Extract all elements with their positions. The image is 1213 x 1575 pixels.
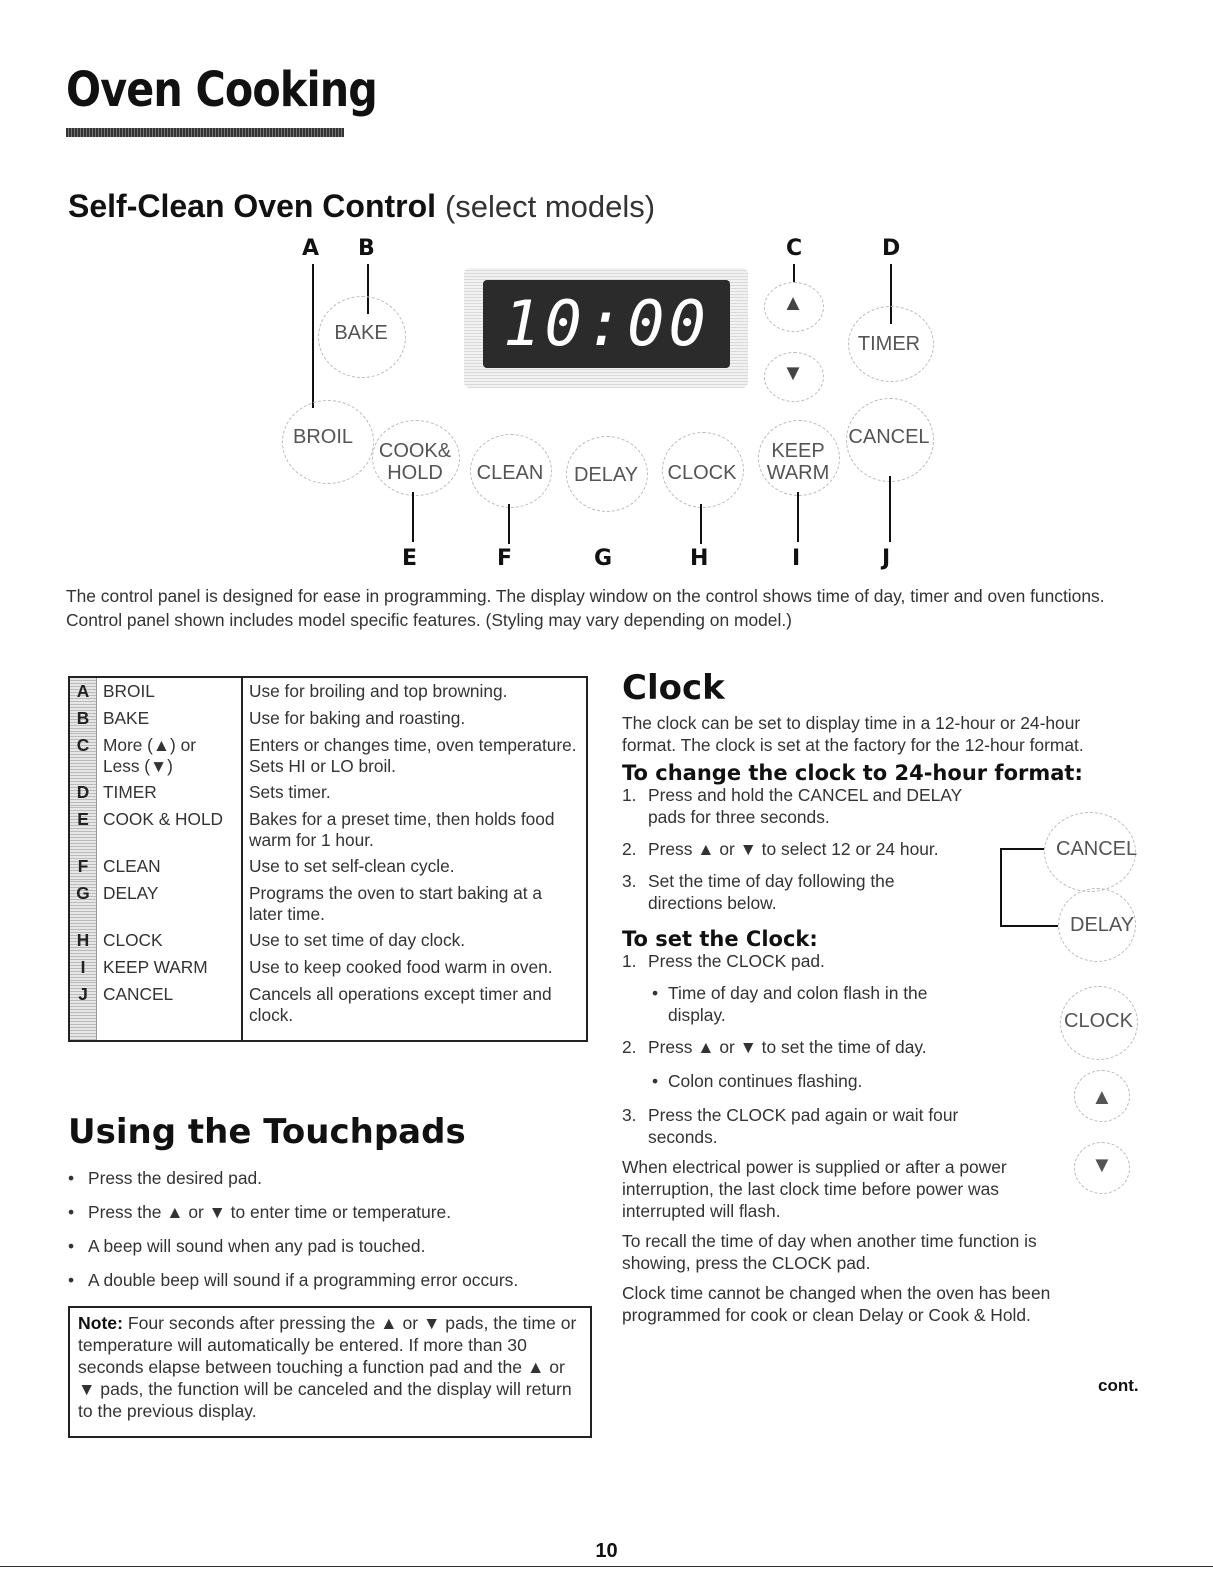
touchpads-bullets	[68, 1168, 588, 1304]
note-text: Four seconds after pressing the ▲ or ▼ pads, the time or temperature will automatically be entered. If more than 30 seconds elapse between touching a function pad and the ▲ or ▼ pads, the function will be canceled and the display will return to the previous display.	[78, 1313, 577, 1421]
list-item: • Press the ▲ or ▼ to enter time or temperature.	[68, 1202, 452, 1222]
label-g: G	[594, 546, 613, 571]
table-row	[69, 705, 587, 732]
table-key: A	[69, 677, 97, 705]
table-pad-desc: Cancels all operations except timer and clock.	[249, 984, 552, 1025]
table-key: G	[69, 880, 97, 927]
table-pad-desc: Use to set time of day clock.	[249, 930, 466, 950]
step-text: Press the CLOCK pad.	[648, 951, 825, 971]
side-up-arrow-icon: ▲	[1091, 1084, 1113, 1109]
table-pad-desc: Use to set self-clean cycle.	[249, 856, 455, 876]
clock-pad-label: CLOCK	[667, 462, 737, 484]
delay-pad-label: DELAY	[573, 464, 639, 486]
pad-function-table	[68, 676, 588, 1042]
cook-hold-pad-label	[372, 440, 458, 484]
step-text: Press ▲ or ▼ to set the time of day.	[648, 1037, 927, 1057]
leader-c	[793, 264, 795, 282]
section-title	[68, 188, 655, 225]
table-pad-desc: Programs the oven to start baking at a later time.	[249, 883, 542, 924]
table-row	[69, 806, 587, 853]
intro-text	[66, 584, 1156, 632]
table-row	[69, 732, 587, 779]
label-f: F	[497, 546, 513, 571]
intro-line2: Control panel shown includes model specific features. (Styling may vary depending on model.)	[66, 610, 792, 630]
touchpads-heading: Using the Touchpads	[68, 1112, 466, 1152]
bullet-text: Press the ▲ or ▼ to enter time or temperature.	[88, 1202, 452, 1222]
delay-paragraph: Clock time cannot be changed when the oven has been programmed for cook or clean Delay or Cook & Hold.	[622, 1283, 1051, 1325]
table-pad-name: TIMER	[97, 779, 243, 806]
table-pad-desc: Bakes for a preset time, then holds food warm for 1 hour.	[249, 809, 555, 850]
step-text: Press the CLOCK pad again or wait four seconds.	[648, 1105, 959, 1147]
list-item: • A double beep will sound if a programming error occurs.	[68, 1270, 519, 1290]
up-arrow-icon: ▲	[782, 290, 804, 315]
table-pad-name: KEEP WARM	[97, 954, 243, 981]
bake-pad-label: BAKE	[334, 322, 388, 344]
table-key: J	[69, 981, 97, 1041]
table-pad-desc: Use for baking and roasting.	[249, 708, 466, 728]
table-pad-name: CLEAN	[97, 853, 243, 880]
section-title-text: Self-Clean Oven Control	[68, 188, 437, 224]
section-subtitle: (select models)	[444, 189, 656, 224]
leader-a	[312, 264, 314, 408]
label-j: J	[882, 546, 891, 571]
table-pad-name: COOK & HOLD	[97, 806, 243, 853]
title-underline	[66, 128, 344, 137]
bullet-text: A beep will sound when any pad is touched.	[88, 1236, 426, 1256]
table-row	[69, 954, 587, 981]
bullet-text: A double beep will sound if a programming error occurs.	[88, 1270, 519, 1290]
down-arrow-icon: ▼	[782, 360, 804, 385]
page-number: 10	[595, 1540, 618, 1562]
label-a: A	[302, 236, 320, 261]
table-row	[69, 853, 587, 880]
leader-e	[412, 492, 414, 542]
table-key: C	[69, 732, 97, 779]
table-pad-desc: Use for broiling and top browning.	[249, 681, 508, 701]
note-label: Note:	[78, 1313, 123, 1333]
table-row	[69, 981, 587, 1041]
side-down-arrow-icon: ▼	[1091, 1152, 1113, 1177]
display-time: 10:00	[503, 287, 710, 360]
side-clock-label: CLOCK	[1064, 1010, 1133, 1032]
clock-intro: The clock can be set to display time in a 12-hour or 24-hour format. The clock is set at the factory for the 12-hour format.	[622, 713, 1084, 755]
table-key: H	[69, 927, 97, 954]
note-box	[68, 1306, 592, 1438]
step-text: Press and hold the CANCEL and DELAY pads for three seconds.	[648, 785, 962, 827]
intro-line1: The control panel is designed for ease in programming. The display window on the control shows time of day, timer and oven functions.	[66, 586, 1105, 606]
recall-paragraph: To recall the time of day when another time function is showing, press the CLOCK pad.	[622, 1231, 1037, 1273]
table-key: B	[69, 705, 97, 732]
leader-h	[700, 504, 702, 544]
table-pad-name: DELAY	[97, 880, 243, 927]
label-d: D	[882, 236, 901, 261]
clean-pad-label: CLEAN	[476, 462, 544, 484]
keep-warm-line1: KEEP	[771, 440, 825, 462]
label-b: B	[358, 236, 375, 261]
table-pad-name: CLOCK	[97, 927, 243, 954]
cook-hold-line1: COOK&	[378, 440, 452, 462]
continued-label: cont.	[1098, 1376, 1139, 1395]
set-step-3: 3. Press the CLOCK pad again or wait four seconds.	[622, 1105, 959, 1147]
table-pad-name: CANCEL	[97, 981, 243, 1041]
table-pad-name: BROIL	[97, 677, 243, 705]
bracket-top	[1000, 848, 1044, 850]
table-row	[69, 677, 587, 705]
step-text: Press ▲ or ▼ to select 12 or 24 hour.	[648, 839, 939, 859]
side-delay-label: DELAY	[1070, 914, 1135, 936]
bracket-side	[1000, 848, 1002, 926]
table-row	[69, 927, 587, 954]
timer-pad-label: TIMER	[857, 333, 921, 355]
table-row	[69, 880, 587, 927]
list-item: • A beep will sound when any pad is touched.	[68, 1236, 426, 1256]
label-i: I	[792, 546, 801, 571]
broil-pad-label: BROIL	[292, 426, 354, 448]
keep-warm-pad-label	[758, 440, 838, 484]
clock-heading: Clock	[622, 668, 725, 708]
set-bullet-2: • Colon continues flashing.	[652, 1071, 863, 1091]
label-c: C	[786, 236, 803, 261]
set-clock-heading: To set the Clock:	[622, 927, 818, 951]
table-key: D	[69, 779, 97, 806]
cancel-pad-label: CANCEL	[848, 426, 930, 448]
side-cancel-label: CANCEL	[1056, 838, 1138, 860]
table-pad-desc: Sets timer.	[249, 782, 331, 802]
label-e: E	[402, 546, 418, 571]
bracket-bottom	[1000, 925, 1058, 927]
list-item: • Press the desired pad.	[68, 1168, 263, 1188]
leader-f	[508, 504, 510, 544]
table-pad-name: More (▲) or Less (▼)	[97, 732, 243, 779]
table-key: F	[69, 853, 97, 880]
format-step-3: 3. Set the time of day following the directions below.	[622, 871, 895, 913]
set-step-2: 2. Press ▲ or ▼ to set the time of day.	[622, 1037, 927, 1057]
set-bullet-1: • Time of day and colon flash in the display.	[652, 983, 928, 1025]
format-step-1: 1. Press and hold the CANCEL and DELAY pads for three seconds.	[622, 785, 962, 827]
table-key: I	[69, 954, 97, 981]
step-text: Set the time of day following the directions below.	[648, 871, 895, 913]
page-title: Oven Cooking	[66, 62, 377, 118]
set-step-1: 1. Press the CLOCK pad.	[622, 951, 825, 971]
bullet-text: Time of day and colon flash in the display.	[668, 983, 928, 1025]
label-h: H	[690, 546, 709, 571]
format-heading: To change the clock to 24-hour format:	[622, 761, 1083, 785]
bottom-rule	[0, 1566, 1213, 1567]
table-row	[69, 779, 587, 806]
table-pad-name: BAKE	[97, 705, 243, 732]
leader-j	[889, 476, 891, 542]
bullet-text: Colon continues flashing.	[668, 1071, 863, 1091]
table-pad-desc: Enters or changes time, oven temperature. Sets HI or LO broil.	[249, 735, 577, 776]
format-step-2: 2. Press ▲ or ▼ to select 12 or 24 hour.	[622, 839, 939, 859]
keep-warm-line2: WARM	[766, 462, 830, 484]
cook-hold-line2: HOLD	[387, 462, 443, 484]
bullet-text: Press the desired pad.	[88, 1168, 263, 1188]
power-paragraph: When electrical power is supplied or after a power interruption, the last clock time before power was interrupted will flash.	[622, 1157, 1007, 1221]
table-pad-desc: Use to keep cooked food warm in oven.	[249, 957, 553, 977]
table-key: E	[69, 806, 97, 853]
leader-i	[797, 492, 799, 542]
